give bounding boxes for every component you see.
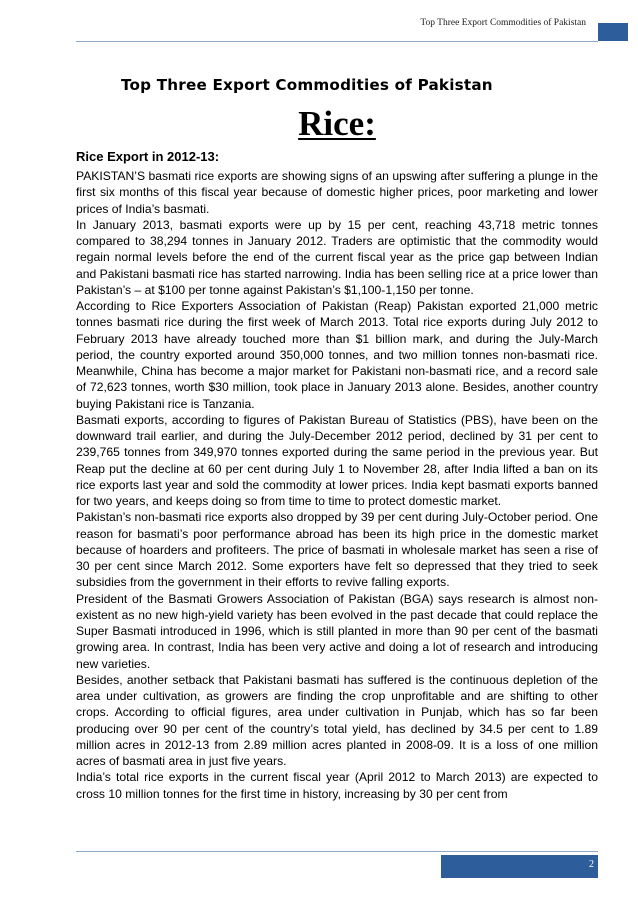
paragraph: PAKISTAN’S basmati rice exports are showing signs of an upswing after suffering a plunge in the first six months of this fiscal year because of domestic higher prices, poor marketing and lower prices of India’s basmati. bbox=[76, 169, 598, 216]
paragraph: Basmati exports, according to figures of Pakistan Bureau of Statistics (PBS), have been on the downward trail earlier, and during the July-December 2012 period, declined by 31 per cent to 239,765 tonnes from 349,970 tonnes exported during the same period in the previous year. But Reap put the decline at 60 per cent during July 1 to November 28, after India lifted a ban on its rice exports last year and sold the commodity at lower prices. India kept basmati exports banned for two years, and keeps doing so from time to time to protect domestic market. bbox=[76, 412, 598, 508]
page-number: 2 bbox=[589, 859, 594, 870]
header-rule bbox=[76, 41, 598, 42]
footer-rule bbox=[76, 851, 598, 852]
paragraph: Pakistan’s non-basmati rice exports also dropped by 39 per cent during July-October period. One reason for basmati’s poor performance abroad has been its high price in the domestic market because of hoarders and profiteers. The price of basmati in wholesale market has seen a rise of 30 per cent since March 2012. Some exporters have felt so depressed that they tried to seek subsidies from the government in their efforts to revive falling exports. bbox=[76, 510, 598, 590]
paragraph: Besides, another setback that Pakistani basmati has suffered is the continuous depletion of the area under cultivation, as growers are finding the crop unprofitable and are shifting to other crops. According to official figures, area under cultivation in Punjab, which has so far been producing over 90 per cent of the country’s total yield, has declined by 34.5 per cent to 1.89 million acres in 2012-13 from 2.89 million acres planted in 2008-09. It is a loss of one million acres of basmati area in just five years. bbox=[76, 672, 598, 768]
paragraph: In January 2013, basmati exports were up by 15 per cent, reaching 43,718 metric tonnes compared to 38,294 tonnes in January 2012. Traders are optimistic that the commodity would regain normal levels before the end of the current fiscal year as the price gap between Indian and Pakistani basmati rice has started narrowing. India has been selling rice at a price lower than Pakistan’s – at $100 per tonne against Pakistan’s $1,100-1,150 per tonne. bbox=[76, 217, 598, 297]
body-text bbox=[76, 168, 598, 802]
footer-accent-box bbox=[441, 855, 598, 878]
paragraph: According to Rice Exporters Association of Pakistan (Reap) Pakistan exported 21,000 metric tonnes basmati rice during the first week of March 2013. Total rice exports during July 2012 to February 2013 have already touched more than $1 billion mark, and during the July-March period, the country exported around 350,000 tonnes, and two million tonnes non-basmati rice. Meanwhile, China has become a major market for Pakistani non-basmati rice, and a record sale of 72,623 tonnes, worth $30 million, took place in January 2013 alone. Besides, another country buying Pakistani rice is Tanzania. bbox=[76, 299, 598, 411]
header-accent-box bbox=[598, 23, 628, 41]
section-title bbox=[76, 103, 598, 145]
paragraph: India’s total rice exports in the current fiscal year (April 2012 to March 2013) are expected to cross 10 million tonnes for the first time in history, increasing by 30 per cent from bbox=[76, 770, 598, 801]
document-title: Top Three Export Commodities of Pakistan bbox=[121, 76, 493, 94]
subheading: Rice Export in 2012-13: bbox=[76, 149, 220, 164]
running-header: Top Three Export Commodities of Pakistan bbox=[420, 18, 586, 28]
paragraph: President of the Basmati Growers Association of Pakistan (BGA) says research is almost non-existent as no new high-yield variety has been evolved in the past decade that could replace the Super Basmati introduced in 1996, which is still planted in more than 90 per cent of the basmati growing area. In contrast, India has been very active and doing a lot of research and introducing new varieties. bbox=[76, 591, 598, 671]
section-title-text: Rice: bbox=[298, 104, 376, 143]
